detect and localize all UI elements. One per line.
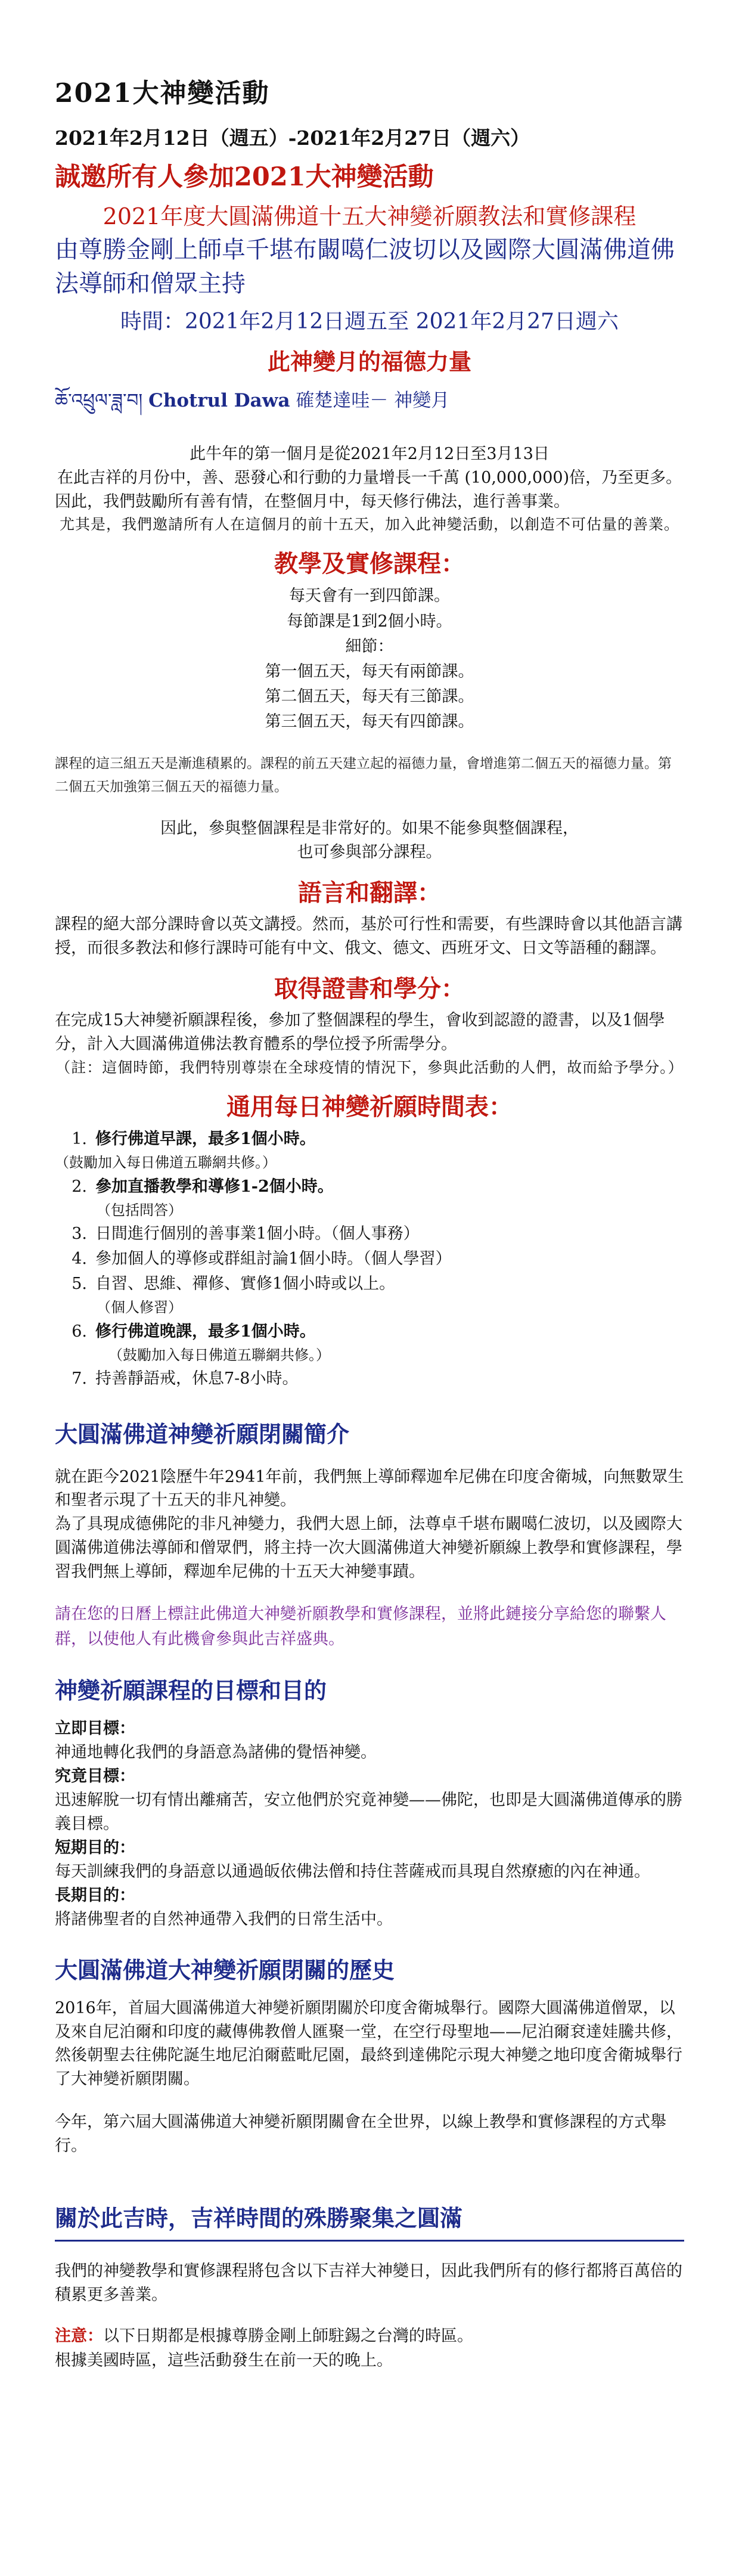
teaching-line: 第三個五天，每天有四節課。 [265,712,474,731]
course-title: 2021年度大圓滿佛道十五大神變祈願教法和實修課程 [103,203,636,230]
chotrul-dawa-line [55,380,684,432]
teaching-line: 每天會有一到四節課。 [289,587,450,606]
hosts-line: 由尊勝金剛上師卓千堪布闞噶仁波切以及國際大圓滿佛道佛法導師和僧眾主持 [55,236,675,297]
long-label: 長期目的： [55,1886,135,1905]
teaching-advice-2: 也可參與部分課程。 [297,843,442,862]
doc-title: 2021大神變活動 [55,78,270,109]
item-number: 4. [72,1250,87,1269]
merit-p2: 在此吉祥的月份中，善、惡發心和行動的力量增長一千萬 (10,000,000)倍，乃至更多。 [57,468,682,487]
intro-heading: 大圓滿佛道神變祈願閉關簡介 [55,1420,350,1447]
item-text: 日間進行個別的善事業1個小時。（個人事務） [95,1225,420,1244]
item-text: 參加個人的導修或群組討論1個小時。（個人學習） [95,1250,452,1269]
prayer-schedule-list [55,1127,684,1392]
item-number: 1. [72,1130,87,1149]
teaching-line: 細節： [345,637,394,656]
teaching-line: 每節課是1到2個小時。 [287,612,452,631]
item-number: 6. [72,1322,87,1341]
list-item-sub [55,1297,684,1319]
short-label: 短期目的： [55,1838,135,1857]
list-item [55,1174,684,1199]
notice-text: 以下日期都是根據尊勝金剛上師駐錫之台灣的時區。 [103,2327,473,2346]
teaching-note: 課程的這三組五天是漸進積累的。課程的前五天建立起的福德力量，會增進第二個五天的福德力量。第二個五天加強第三個五天的福德力量。 [55,756,672,795]
chinese-text: 確楚達哇－ 神變月 [296,389,450,411]
short-text: 每天訓練我們的身語意以通過皈依佛法僧和持住菩薩戒而具現自然療癒的內在神通。 [55,1862,650,1881]
goals-heading: 神變祈願課程的目標和目的 [55,1676,327,1704]
list-item-sub [55,1199,684,1222]
list-item [55,1319,684,1344]
notice-label: 注意： [55,2327,103,2346]
timezone-notice [55,2324,684,2349]
immediate-text: 神通地轉化我們的身語意為諸佛的覺悟神變。 [55,1743,377,1762]
item-text: 參加直播教學和導修1-2個小時。 [95,1177,334,1196]
timeline-line: 時間：2021年2月12日週五至 2021年2月27日週六 [120,309,619,334]
merit-p3: 因此，我們鼓勵所有善有情，在整個月中，每天修行佛法，進行善事業。 [55,492,570,511]
teaching-line: 第二個五天，每天有三節課。 [265,687,474,706]
item-text: 修行佛道早課，最多1個小時。 [95,1130,316,1149]
latin-text: Chotrul Dawa [148,389,290,411]
item-sub: （個人修習） [97,1299,182,1316]
list-item [55,1222,684,1247]
history-heading: 大圓滿佛道大神變祈願閉關的歷史 [55,1956,395,1983]
list-item [55,1247,684,1272]
teaching-schedule [55,584,684,734]
history-p1: 2016年，首屆大圓滿佛道大神變祈願閉關於印度舍衛城舉行。國際大圓滿佛道僧眾，以及來自尼泊爾和印度的藏傳佛教僧人匯聚一堂，在空行母聖地——尼泊爾袞達娃騰共修，然後朝聖去往佛陀誕生地尼泊爾藍毗尼園，最終到達佛陀示現大神變之地印度舍衛城舉行了大神變祈願閉關。 [55,1998,682,2089]
auspicious-heading: 關於此吉時，吉祥時間的殊勝聚集之圓滿 [55,2205,463,2232]
share-note: 請在您的日曆上標註此佛道大神變祈願教學和實修課程，並將此鏈接分享給您的聯繫人群，以使他人有此機會參與此吉祥盛典。 [55,1605,666,1649]
auspicious-p1: 我們的神變教學和實修課程將包含以下吉祥大神變日，因此我們所有的修行都將百萬倍的積累更多善業。 [55,2262,682,2305]
certificate-note: （註：這個時節，我們特別尊崇在全球疫情的情況下，參與此活動的人們，故而給予學分。） [55,1059,684,1077]
certificate-text: 在完成15大神變祈願課程後，參加了整個課程的學生，會收到認證的證書，以及1個學分，計入大圓滿佛道佛法教育體系的學位授予所需學分。 [55,1011,665,1054]
schedule-heading: 通用每日神變祈願時間表： [226,1093,513,1121]
teaching-line: 第一個五天，每天有兩節課。 [265,662,474,681]
item-text: 持善靜語戒，休息7-8小時。 [95,1369,299,1388]
language-heading: 語言和翻譯： [298,879,441,907]
list-item [55,1127,684,1152]
section-divider [55,2240,684,2242]
item-sub: （鼓勵加入每日佛道五聯網共修。） [55,1154,277,1171]
spacer [55,2091,684,2110]
list-item-sub [55,1152,684,1174]
notice-us: 根據美國時區，這些活動發生在前一天的晚上。 [55,2351,393,2370]
item-number: 2. [72,1177,87,1196]
merit-heading: 此神變月的福德力量 [267,348,471,375]
language-text: 課程的絕大部分課時會以英文講授。然而，基於可行性和需要，有些課時會以其他語言講授，而很多教法和修行課時可能有中文、俄文、德文、西班牙文、日文等語種的翻譯。 [55,915,682,958]
invite-heading: 誠邀所有人參加2021大神變活動 [55,162,434,192]
item-sub: （包括問答） [97,1201,182,1219]
teaching-heading: 教學及實修課程： [274,550,465,578]
merit-p4: 尤其是，我們邀請所有人在這個月的前十五天，加入此神變活動，以創造不可估量的善業。 [59,516,679,534]
ultimate-text: 迅速解脫一切有情出離痛苦，安立他們於究竟神變——佛陀，也即是大圓滿佛道傳承的勝義目標。 [55,1790,682,1833]
immediate-label: 立即目標： [55,1719,135,1738]
long-text: 將諸佛聖者的自然神通帶入我們的日常生活中。 [55,1909,393,1929]
intro-p1: 就在距今2021陰歷牛年2941年前，我們無上導師釋迦牟尼佛在印度舍衛城，向無數眾生和聖者示現了十五天的非凡神變。 [55,1467,684,1510]
item-sub: （鼓勵加入每日佛道五聯網共修。） [108,1346,330,1363]
list-item-sub [55,1344,684,1366]
item-text: 修行佛道晚課，最多1個小時。 [95,1322,316,1341]
merit-p1: 此牛年的第一個月是從2021年2月12日至3月13日 [190,444,549,463]
item-number: 7. [72,1369,87,1388]
list-item [55,1366,684,1391]
teaching-advice-1: 因此，參與整個課程是非常好的。如果不能參與整個課程， [160,819,579,838]
tibetan-text: ཆོ་འཕྲུལ་ཟླ་བ། [55,389,143,411]
date-range: 2021年2月12日（週五）-2021年2月27日（週六） [55,126,530,150]
ultimate-label: 究竟目標： [55,1766,135,1785]
item-number: 3. [72,1225,87,1244]
certificate-heading: 取得證書和學分： [274,975,465,1003]
list-item [55,1272,684,1297]
intro-p2: 為了具現成德佛陀的非凡神變力，我們大恩上師，法尊卓千堪布闞噶仁波切，以及國際大圓滿佛道佛法導師和僧眾們，將主持一次大圓滿佛道大神變祈願線上教學和實修課程，學習我們無上導師，釋迦牟尼佛的十五天大神變事蹟。 [55,1515,682,1582]
item-number: 5. [72,1275,87,1294]
history-p2: 今年，第六屆大圓滿佛道大神變祈願閉關會在全世界，以線上教學和實修課程的方式舉行。 [55,2113,666,2156]
item-text: 自習、思維、禪修、實修1個小時或以上。 [95,1275,396,1294]
